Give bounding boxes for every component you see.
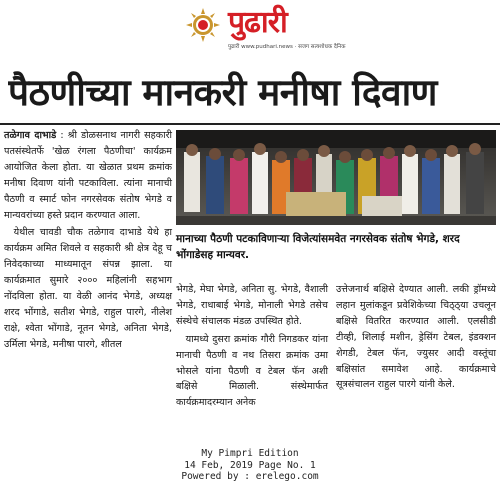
sun-emblem-icon <box>186 8 220 42</box>
paragraph-text: : श्री डोळसनाथ नागरी सहकारी पतसंस्थेतर्फे 'खेळ रंगला पैठणीचा' कार्यक्रम आयोजित केला होता. या खेळात प्रथम क्रमांक मनीषा दिवाण यांनी पटकाविला. त्यांना मानाची पैठणी व स्मार्ट फोन नगरसेवक संतोष भेगडे व मान्यवरांच्या हस्ते प्रदान करण्यात आला. <box>4 130 172 221</box>
headline-divider <box>0 123 500 125</box>
paragraph-text: उत्तेजनार्थ बक्षिसे देण्यात आली. लकी ड्रॉमध्ये लहान मुलांकडून प्रवेशिकेच्या चिठ्ठ्या उचलून बक्षिसे वितरित करण्यात आली. एलसीडी टीव्ही, शिलाई मशीन, ड्रेसिंग टेबल, इंडक्शन शेगडी, टेबल फॅन, ज्युसर आदी वस्तूंचा बक्षिसांत समावेश आहे. कार्यक्रमाचे सूत्रसंचालन राहुल पारगे यांनी केले. <box>336 284 496 391</box>
edition-name: My Pimpri Edition <box>201 448 299 459</box>
dateline: तळेगाव दाभाडे <box>4 130 57 141</box>
photo-caption: मानाच्या पैठणी पटकाविणाऱ्या विजेत्यांसमवेत नगरसेवक संतोष भेगडे, शरद भोंगाडेसह मान्यवर. <box>176 233 460 261</box>
paragraph-text: भेगडे, मेघा भेगडे, अनिता सु. भेगडे, वैशाली भेगडे, राधाबाई भेगडे, मोनाली भेगडे तसेच संस्थेचे संचालक मंडळ उपस्थित होते. <box>176 284 328 327</box>
edition-date: 14 Feb, 2019 Page No. 1 <box>184 459 316 471</box>
powered-by-link[interactable]: Powered by : erelego.com <box>181 471 319 482</box>
paragraph-text: यामध्ये दुसरा क्रमांक गौरी निगडकर यांना मानाची पैठणी व नथ तिसरा क्रमांक उमा भोसले यांना पैठणी व टेबल फॅन अशी बक्षिसे मिळाली. संस्थेमार्फत कार्यक्रमादरम्यान अनेक <box>176 333 328 409</box>
group-photo-image <box>176 130 496 225</box>
paragraph-text: येथील चावडी चौक तळेगाव दाभाडे येथे हा कार्यक्रम अमित शिवले व सहकारी श्री क्षेत्र देहू च निवेदकाच्या माध्यमातून संपन्न झाला. या कार्यक्रमात सुमारे २००० महिलांनी सहभाग नोंदविला होता. या वेळी आनंद भेगडे, अध्यक्ष शरद भोंगाडे, सतीश भेगडे, राहुल पारगे, नीलेश राक्षे, श्वेता भोंगाडे, नूतन भेगडे, अनिता भेगडे, उर्मिला भेगडे, मनीषा पारगे, शीतल <box>4 227 172 350</box>
article-paragraph <box>176 282 328 330</box>
article-paragraph <box>336 282 496 393</box>
news-photo <box>176 130 496 225</box>
article-paragraph <box>4 225 172 352</box>
headline: पैठणीच्या मानकरी मनीषा दिवाण <box>8 71 437 114</box>
article-paragraph <box>4 128 172 223</box>
article-column-middle <box>176 282 328 413</box>
masthead <box>0 0 500 60</box>
article-paragraph <box>176 332 328 412</box>
masthead-tagline: पुढारी www.pudhari.news · सजग सत्यशोधक दैनिक <box>228 44 346 50</box>
newspaper-logo: पुढारी <box>228 5 287 40</box>
edition-footer <box>0 448 500 483</box>
article-column-left <box>4 128 172 355</box>
article-column-right <box>336 282 496 395</box>
